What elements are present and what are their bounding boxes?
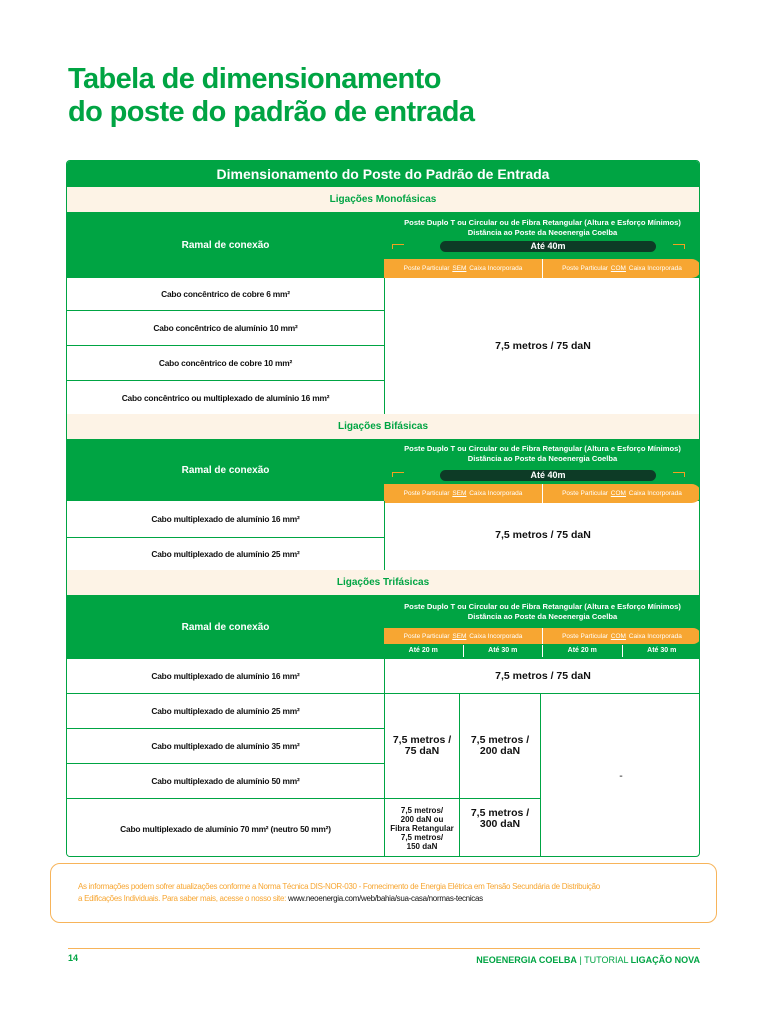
tri-sem-ate20: Até 20 m xyxy=(408,647,438,654)
mono-type-sem: Poste Particular SEM Caixa Incorporada xyxy=(403,265,523,272)
tri-pole-header xyxy=(384,595,700,659)
mono-distance-pill: Até 40m xyxy=(440,241,656,252)
tri-70-sem30: 7,5 metros / 300 daN xyxy=(470,807,530,830)
mono-row-1: Cabo concêntrico de cobre 6 mm² xyxy=(67,278,384,310)
bi-row-2: Cabo multiplexado de alumínio 25 mm² xyxy=(67,538,384,570)
tri-value-sem20: 7,5 metros / 75 daN xyxy=(392,734,452,757)
mono-pole-header-subtitle: Distância ao Poste da Neoenergia Coelba xyxy=(467,228,618,237)
mono-pole-header-title: Poste Duplo T ou Circular ou de Fibra Retangular (Altura e Esforço Mínimos) xyxy=(404,218,681,227)
page-title-line-2: do poste do padrão de entrada xyxy=(68,96,475,128)
bracket-left-icon xyxy=(392,472,404,477)
bi-row-1: Cabo multiplexado de alumínio 16 mm² xyxy=(67,501,384,537)
tri-row-1: Cabo multiplexado de alumínio 16 mm² xyxy=(67,659,384,693)
bi-type-sem: Poste Particular SEM Caixa Incorporada xyxy=(403,490,523,497)
mono-type-com: Poste Particular COM Caixa Incorporada xyxy=(542,259,700,278)
bracket-right-icon xyxy=(673,244,685,249)
pole-dimension-table xyxy=(66,160,700,857)
bi-value: 7,5 metros / 75 daN xyxy=(495,529,591,541)
mono-pole-header xyxy=(384,212,700,278)
tri-type-bar xyxy=(384,628,700,644)
bi-pole-header-title: Poste Duplo T ou Circular ou de Fibra Retangular (Altura e Esforço Mínimos) xyxy=(404,444,681,453)
mono-row-2: Cabo concêntrico de alumínio 10 mm² xyxy=(67,311,384,345)
section-bi-label: Ligações Bifásicas xyxy=(67,414,699,439)
tri-com-ate30: Até 30 m xyxy=(622,645,701,657)
info-text-line-2: a Edificações Individuais. Para saber mais, acesse o nosso site: www.neoenergia.com/web/bahia/sua-casa/normas-tecnicas xyxy=(78,894,483,903)
bi-type-com: Poste Particular COM Caixa Incorporada xyxy=(542,484,700,503)
info-text-line-1: As informações podem sofrer atualizações conforme a Norma Técnica DIS-NOR-030 - Fornecimento de Energia Elétrica em Tensão Secundária de Distribuição xyxy=(78,882,600,891)
bracket-left-icon xyxy=(392,244,404,249)
tri-sem-ate30: Até 30 m xyxy=(463,645,543,657)
bi-pole-header xyxy=(384,439,700,501)
tri-com-ate20: Até 20 m xyxy=(542,645,622,657)
mono-ramal-header: Ramal de conexão xyxy=(67,212,384,278)
footer-brand: NEOENERGIA COELBA | TUTORIAL LIGAÇÃO NOVA xyxy=(476,955,700,965)
tri-row-2: Cabo multiplexado de alumínio 25 mm² xyxy=(67,694,384,728)
section-mono-label: Ligações Monofásicas xyxy=(67,187,699,212)
mono-row-4: Cabo concêntrico ou multiplexado de alumínio 16 mm² xyxy=(67,381,384,414)
mono-type-bar xyxy=(384,259,700,278)
tri-value-com-dash: - xyxy=(619,769,623,782)
tri-row-5: Cabo multiplexado de alumínio 70 mm² (neutro 50 mm²) xyxy=(67,799,384,857)
tri-type-sem: Poste Particular SEM Caixa Incorporada xyxy=(403,632,523,640)
tri-row-3: Cabo multiplexado de alumínio 35 mm² xyxy=(67,729,384,763)
tri-value-sem30: 7,5 metros / 200 daN xyxy=(470,734,530,757)
page-title-line-1: Tabela de dimensionamento xyxy=(68,63,441,95)
tri-ramal-header: Ramal de conexão xyxy=(67,595,384,659)
tri-pole-header-subtitle: Distância ao Poste da Neoenergia Coelba xyxy=(467,612,618,621)
bi-distance-pill: Até 40m xyxy=(440,470,656,481)
bi-pole-header-subtitle: Distância ao Poste da Neoenergia Coelba xyxy=(467,454,618,463)
footer-divider xyxy=(68,948,700,949)
info-link[interactable]: www.neoenergia.com/web/bahia/sua-casa/normas-tecnicas xyxy=(287,894,483,903)
info-box xyxy=(50,863,717,923)
tri-type-com: Poste Particular COM Caixa Incorporada xyxy=(542,628,700,644)
bi-ramal-header: Ramal de conexão xyxy=(67,439,384,501)
bracket-right-icon xyxy=(673,472,685,477)
mono-row-3: Cabo concêntrico de cobre 10 mm² xyxy=(67,346,384,380)
tri-pole-header-title: Poste Duplo T ou Circular ou de Fibra Retangular (Altura e Esforço Mínimos) xyxy=(404,602,681,611)
page-number: 14 xyxy=(68,953,79,963)
tri-distance-subheader xyxy=(384,645,700,657)
tri-value-row-1: 7,5 metros / 75 daN xyxy=(495,669,591,682)
tri-row-4: Cabo multiplexado de alumínio 50 mm² xyxy=(67,764,384,798)
section-tri-label: Ligações Trifásicas xyxy=(67,570,699,595)
mono-value: 7,5 metros / 75 daN xyxy=(495,339,591,352)
page-title xyxy=(68,63,708,129)
table-title: Dimensionamento do Poste do Padrão de Entrada xyxy=(67,161,699,187)
tri-70-sem20: 7,5 metros/ 200 daN ou Fibra Retangular 7,5 metros/ 150 daN xyxy=(390,806,454,851)
